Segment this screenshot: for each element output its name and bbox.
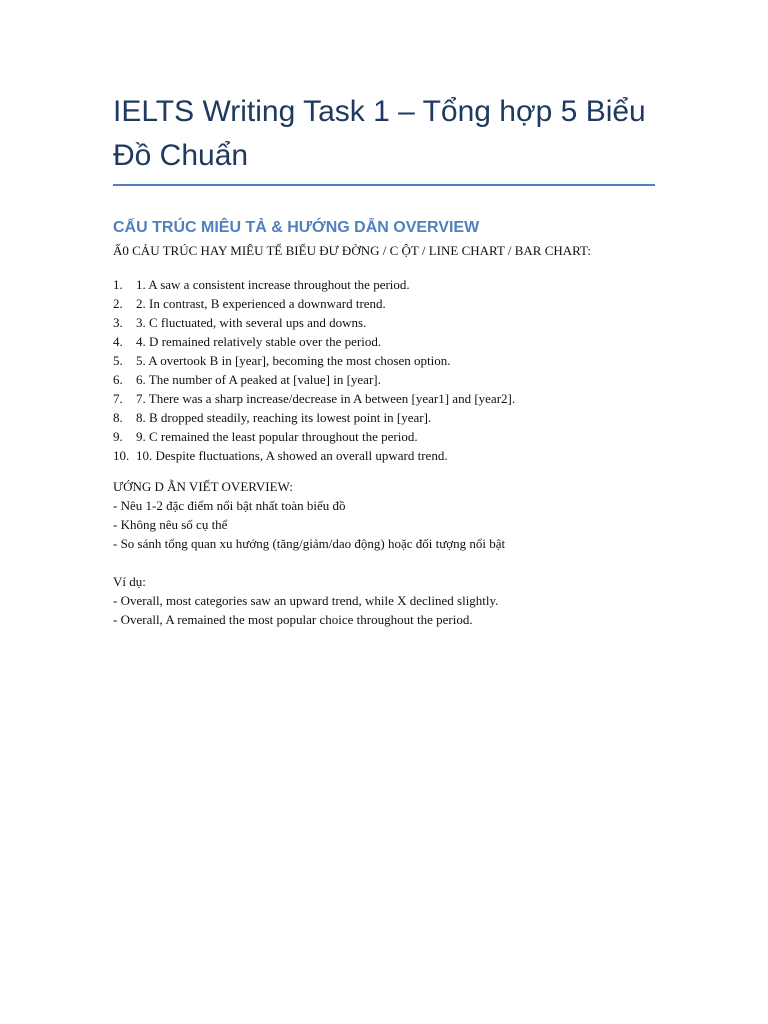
example-item: - Overall, A remained the most popular choice throughout the period. [113, 612, 473, 627]
list-number: 9. [113, 429, 123, 444]
guide-item: - So sánh tổng quan xu hướng (tăng/giảm/dao động) hoặc đối tượng nổi bật [113, 536, 506, 551]
list-item [113, 275, 655, 294]
list-number: 3. [113, 315, 123, 330]
list-item [113, 313, 655, 332]
document-page [113, 90, 655, 629]
example-heading: Ví dụ: [113, 574, 146, 589]
list-item [113, 332, 655, 351]
title-divider [113, 184, 655, 186]
list-number: 2. [113, 296, 123, 311]
list-item [113, 294, 655, 313]
list-text: 6. The number of A peaked at [value] in [year]. [136, 372, 381, 387]
list-item [113, 408, 655, 427]
list-text: 7. There was a sharp increase/decrease in A between [year1] and [year2]. [136, 391, 516, 406]
list-text: 2. In contrast, B experienced a downward trend. [136, 296, 386, 311]
list-number: 5. [113, 353, 123, 368]
overview-guide [113, 477, 655, 553]
example-item: - Overall, most categories saw an upward trend, while X declined slightly. [113, 593, 499, 608]
list-text: 9. C remained the least popular throughout the period. [136, 429, 418, 444]
list-number: 8. [113, 410, 123, 425]
list-item [113, 351, 655, 370]
list-item [113, 446, 655, 465]
guide-item: - Không nêu số cụ thể [113, 517, 228, 532]
section-heading: CẤU TRÚC MIÊU TẢ & HƯỚNG DẪN OVERVIEW [113, 219, 480, 236]
list-number: 1. [113, 277, 123, 292]
list-text: 10. Despite fluctuations, A showed an overall upward trend. [136, 448, 448, 463]
list-text: 1. A saw a consistent increase throughout the period. [136, 277, 410, 292]
list-item [113, 427, 655, 446]
guide-heading: ƯỚNG D ẪN VIẾT OVERVIEW: [113, 479, 293, 494]
guide-item: - Nêu 1-2 đặc điểm nổi bật nhất toàn biểu đồ [113, 498, 346, 513]
list-number: 4. [113, 334, 123, 349]
list-text: 8. B dropped steadily, reaching its lowest point in [year]. [136, 410, 432, 425]
structure-list [113, 275, 655, 465]
list-number: 7. [113, 391, 123, 406]
list-text: 4. D remained relatively stable over the period. [136, 334, 382, 349]
list-item [113, 370, 655, 389]
list-text: 5. A overtook B in [year], becoming the most chosen option. [136, 353, 451, 368]
example-block [113, 572, 655, 629]
list-item [113, 389, 655, 408]
document-title: IELTS Writing Task 1 – Tổng hợp 5 Biểu Đồ Chuẩn [113, 95, 646, 172]
list-number: 10. [113, 448, 130, 463]
list-number: 6. [113, 372, 123, 387]
structure-intro-line: Ấ0 CẢU TRÚC HAY MIÊU TỂ BIỂU ĐƯ ĐỜNG / C ỘT / LINE CHART / BAR CHART: [113, 243, 591, 258]
list-text: 3. C fluctuated, with several ups and downs. [136, 315, 367, 330]
